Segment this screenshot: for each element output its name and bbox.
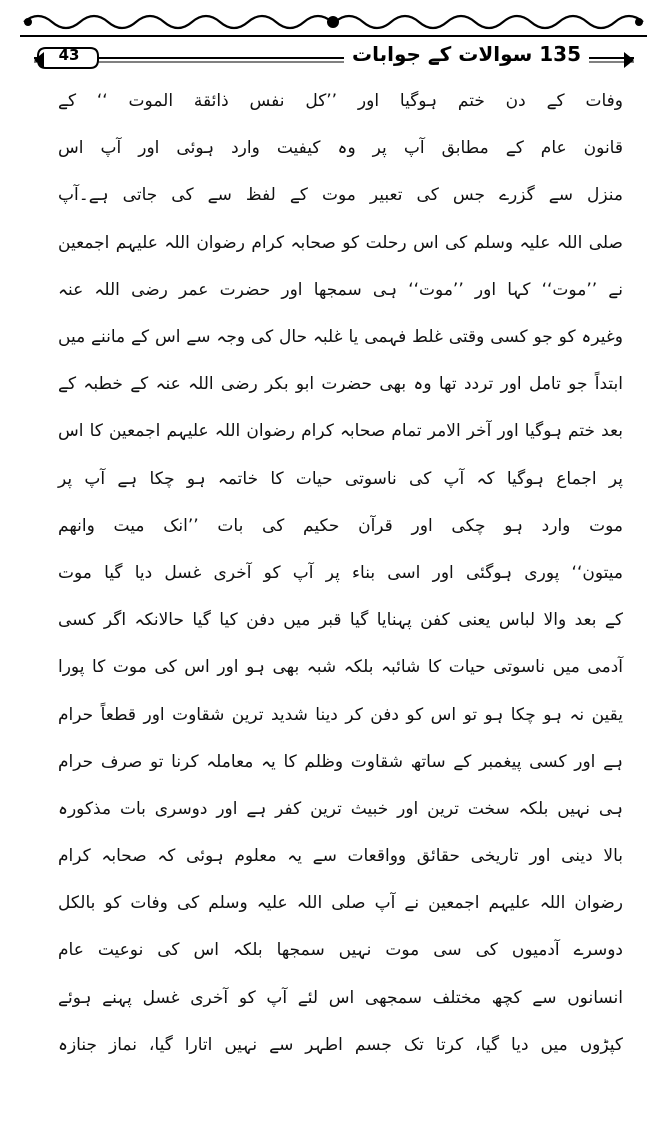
text-line: کپڑوں میں دیا گیا، کرتا تک جسم اطہر سے نہیں اتارا گیا، نماز جنازہ <box>58 1034 623 1055</box>
text-line: رضوان اللہ علیہم اجمعین نے آپ صلی اللہ علیہ وسلم کی وفات کو بالکل <box>58 893 623 914</box>
running-header-title: 135 سوالات کے جوابات <box>344 38 589 70</box>
text-line: ابتداً جو تامل اور تردد تھا وہ بھی حضرت ابو بکر رضی اللہ عنہ کے خطبہ کے <box>58 374 623 395</box>
text-line: ہے اور کسی پیغمبر کے ساتھ شقاوت وظلم کا یہ معاملہ کرنا تو صرف حرام <box>58 751 623 772</box>
page-number: 43 <box>58 46 80 64</box>
text-line: موت وارد ہو چکی اور قرآن حکیم کی بات ’’انک میت وانھم <box>58 515 623 536</box>
text-line: یقین نہ ہو چکا ہو تو اس کو دفن کر دینا شدید ترین شقاوت اور قطعاً حرام <box>58 704 623 725</box>
text-line: بالا دینی اور تاریخی حقائق وواقعات سے یہ معلوم ہوئی کہ صحابہ کرام <box>58 846 623 867</box>
text-line: بعد ختم ہوگیا اور آخر الامر تمام صحابہ کرام رضوان اللہ علیہم اجمعین کا اس <box>58 421 623 442</box>
text-line: صلی اللہ علیہ وسلم کی اس رحلت کو صحابہ کرام رضوان اللہ علیہم اجمعین <box>58 232 623 253</box>
text-line: منزل سے گزرے جس کی تعبیر موت کے لفظ سے کی جاتی ہے۔آپ <box>58 185 623 206</box>
top-ornament <box>20 8 647 38</box>
body-text <box>58 78 623 1069</box>
text-line: قانون عام کے مطابق آپ پر وہ کیفیت وارد ہوئی اور آپ اس <box>58 138 623 159</box>
text-line: آدمی میں ناسوتی حیات کا شائبہ بلکہ شبہ بھی ہو اور اس کی موت کا پورا <box>58 657 623 678</box>
text-line: دوسرے آدمیوں کی سی موت نہیں سمجھا بلکہ اس کی نوعیت عام <box>58 940 623 961</box>
text-line: نے ’’موت‘‘ کہا اور ’’موت‘‘ ہی سمجھا اور حضرت عمر رضی اللہ عنہ <box>58 279 623 300</box>
text-line: ہی نہیں بلکہ سخت ترین اور خبیث ترین کفر ہے اور دوسری بات مذکورہ <box>58 798 623 819</box>
text-line: انسانوں سے کچھ مختلف سمجھی اس لئے آپ کو آخری غسل پہنے ہوئے <box>58 987 623 1008</box>
text-line: وفات کے دن ختم ہوگیا اور ’’کل نفس ذائقة الموت ‘‘ کے <box>58 91 623 112</box>
text-line: کے بعد والا لباس یعنی کفن پہنایا گیا قبر میں دفن کیا گیا حالانکہ اگر کسی <box>58 610 623 631</box>
text-line: پر اجماع ہوگیا کہ آپ کی ناسوتی حیات کا خاتمہ ہو چکا ہے آپ پر <box>58 468 623 489</box>
text-line: وغیرہ کو جو کسی وقتی غلط فہمی یا غلبہ حال کی وجہ سے اس کے ماننے میں <box>58 327 623 348</box>
text-line: میتون‘‘ پوری ہوگئی اور اسی بناء پر آپ کو آخری غسل دیا گیا موت <box>58 562 623 583</box>
